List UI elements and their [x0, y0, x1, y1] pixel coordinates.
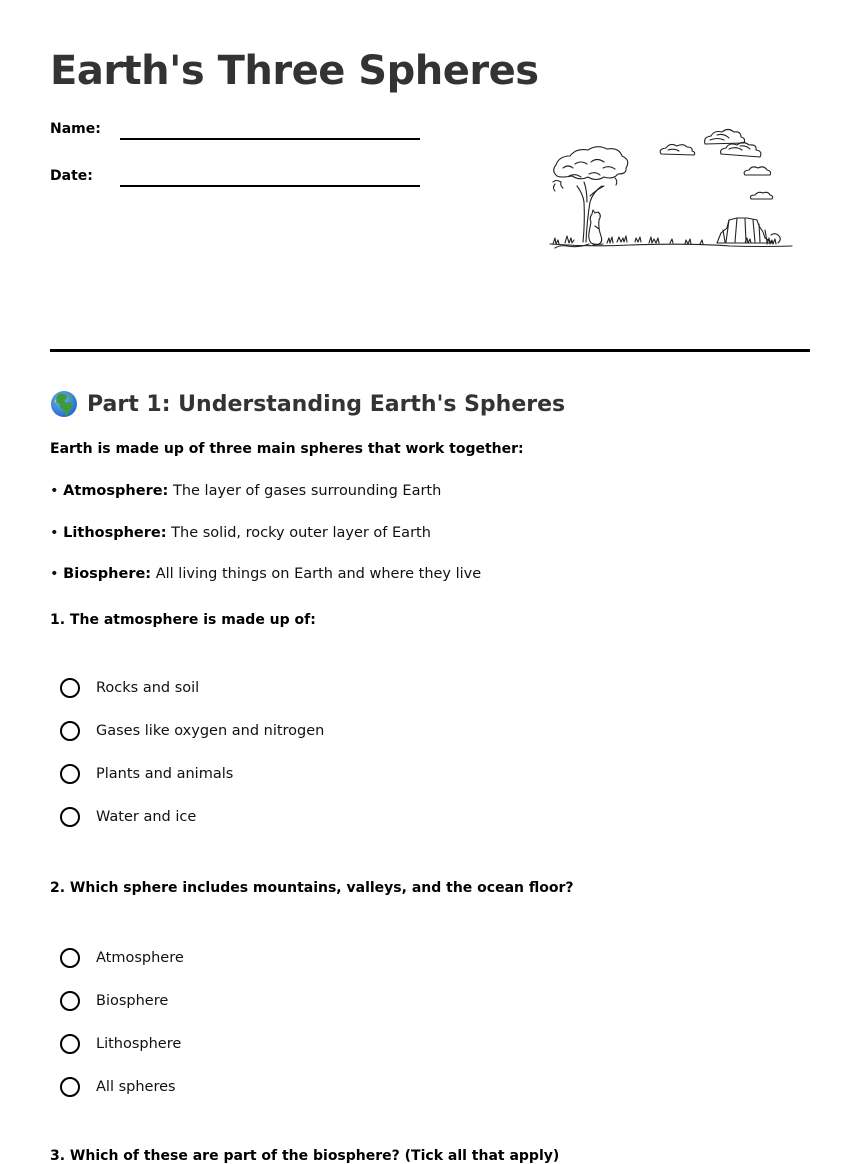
option-label: Atmosphere [96, 950, 184, 966]
option-label: Gases like oxygen and nitrogen [96, 723, 325, 739]
q1-option[interactable] [60, 804, 196, 830]
cloud-icon [660, 144, 694, 155]
option-label: Biosphere [96, 993, 169, 1009]
bullet-biosphere: • Biosphere: All living things on Earth and where they live [50, 566, 482, 582]
part1-intro: Earth is made up of three main spheres that work together: [50, 441, 524, 457]
date-label: Date: [50, 168, 93, 184]
bullet-term: Lithosphere: [63, 525, 167, 541]
option-label: Water and ice [96, 809, 197, 825]
part1-heading [50, 388, 565, 420]
q1-option[interactable] [60, 675, 199, 701]
option-label: Plants and animals [96, 766, 234, 782]
q1-option[interactable] [60, 718, 324, 744]
date-write-line[interactable] [120, 185, 420, 187]
cloud-icon [751, 192, 773, 199]
page-title: Earth's Three Spheres [50, 48, 539, 94]
landscape-illustration [545, 118, 795, 258]
bullet-atmosphere: • Atmosphere: The layer of gases surrounding Earth [50, 483, 442, 499]
rock-formation-icon [717, 218, 780, 243]
radio-button[interactable] [60, 721, 80, 741]
name-label: Name: [50, 121, 101, 137]
cloud-icon [705, 130, 745, 145]
radio-button[interactable] [60, 948, 80, 968]
q1-option[interactable] [60, 761, 233, 787]
q2-option[interactable] [60, 945, 184, 971]
question-2: 2. Which sphere includes mountains, valleys, and the ocean floor? [50, 880, 574, 896]
question-1: 1. The atmosphere is made up of: [50, 612, 316, 628]
bullet-definition: The solid, rocky outer layer of Earth [171, 525, 431, 541]
bullet-lithosphere: • Lithosphere: The solid, rocky outer layer of Earth [50, 525, 431, 541]
q2-option[interactable] [60, 988, 168, 1014]
name-field [50, 121, 420, 147]
bullet-term: Atmosphere: [63, 483, 169, 499]
radio-button[interactable] [60, 807, 80, 827]
q2-option[interactable] [60, 1074, 176, 1100]
bullet-definition: The layer of gases surrounding Earth [172, 483, 442, 499]
bullet-definition: All living things on Earth and where they live [155, 566, 482, 582]
question-3: 3. Which of these are part of the biosphere? (Tick all that apply) [50, 1148, 560, 1164]
part1-title: Part 1: Understanding Earth's Spheres [87, 391, 566, 417]
name-write-line[interactable] [120, 138, 420, 140]
radio-button[interactable] [60, 1034, 80, 1054]
option-label: Lithosphere [96, 1036, 182, 1052]
bullet-term: Biosphere: [63, 566, 152, 582]
kangaroo-icon [555, 210, 603, 248]
cloud-icon [721, 143, 761, 158]
section-divider [50, 349, 810, 352]
cloud-icon [744, 167, 770, 175]
radio-button[interactable] [60, 764, 80, 784]
radio-button[interactable] [60, 991, 80, 1011]
date-field [50, 168, 420, 194]
option-label: All spheres [96, 1079, 176, 1095]
option-label: Rocks and soil [96, 680, 200, 696]
radio-button[interactable] [60, 1077, 80, 1097]
globe-icon [50, 390, 78, 418]
radio-button[interactable] [60, 678, 80, 698]
q2-option[interactable] [60, 1031, 181, 1057]
